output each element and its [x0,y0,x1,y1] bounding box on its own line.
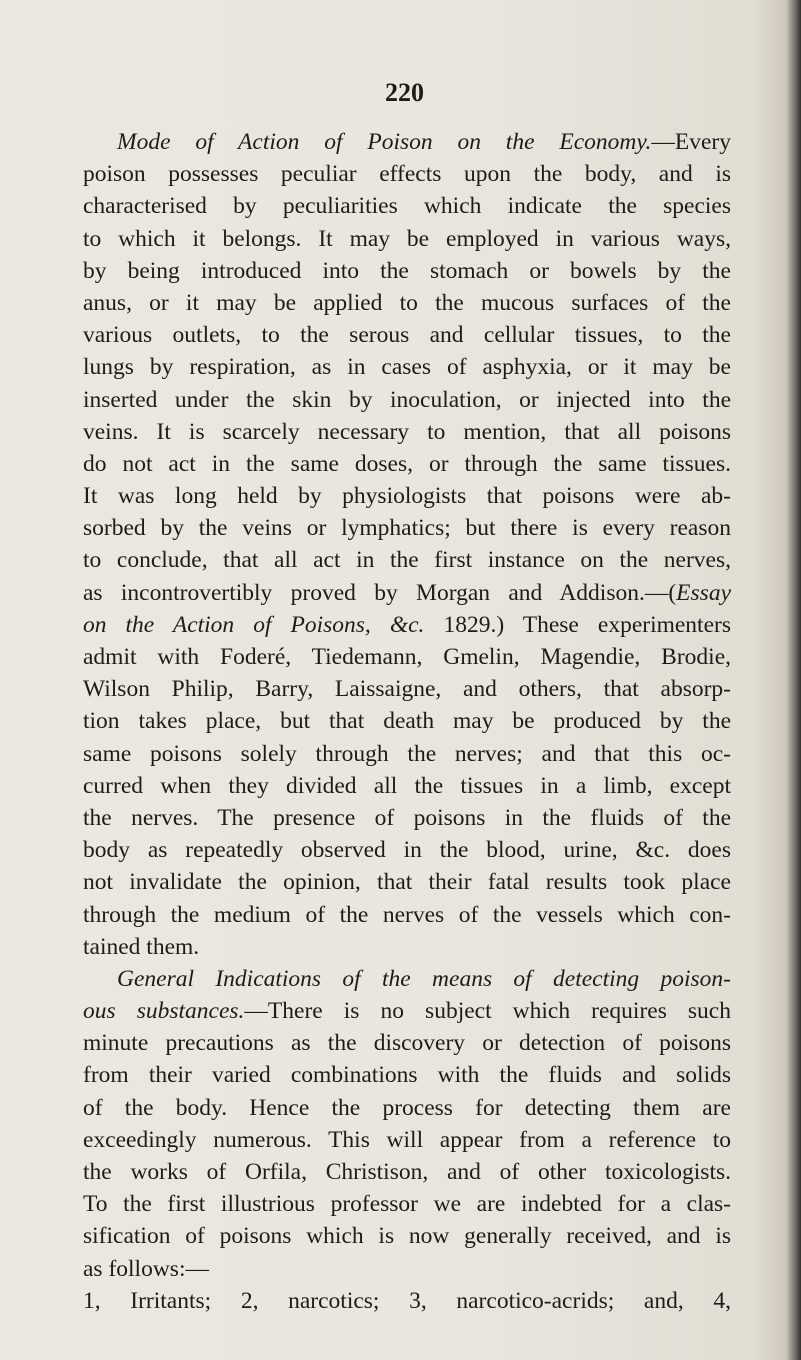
text-line: To the first illustrious professor we are indebted for a clas- [83,1191,731,1218]
text-line: It was long held by physiologists that poisons were ab- [83,483,731,510]
text-line: inserted under the skin by inoculation, or injected into the [83,386,731,413]
text-line: Wilson Philip, Barry, Laissaigne, and others, that absorp- [83,676,731,703]
text-line: by being introduced into the stomach or bowels by the [83,257,731,284]
text-line: curred when they divided all the tissues in a limb, except [83,772,731,799]
text-line: as incontrovertibly proved by Morgan and Addison.—(Essay [83,579,731,606]
text-line: minute precautions as the discovery or detection of poisons [83,1030,731,1057]
text-line: anus, or it may be applied to the mucous surfaces of the [83,289,731,316]
text-line: from their varied combinations with the fluids and solids [83,1062,731,1089]
text-line: exceedingly numerous. This will appear from a reference to [83,1126,731,1153]
text-line: the works of Orfila, Christison, and of other toxicologists. [83,1159,731,1185]
text-line: on the Action of Poisons, &c. 1829.) These experimenters [83,611,731,638]
body-text [83,126,731,1317]
text-line: lungs by respiration, as in cases of asphyxia, or it may be [83,354,731,381]
text-line: not invalidate the opinion, that their fatal results took place [83,869,731,896]
text-line: ous substances.—There is no subject which requires such [83,998,731,1025]
text-line: various outlets, to the serous and cellular tissues, to the [83,322,731,349]
section-heading-general-indications: General Indications of the means of detecting poison- [117,965,731,992]
text-line: characterised by peculiarities which indicate the species [83,193,731,220]
text-line: sification of poisons which is now generally received, and is [83,1223,731,1250]
page-edge-shadow [787,0,801,1360]
section-heading-mode-of-action: Mode of Action of Poison on the Economy. [117,129,652,155]
text-line: body as repeatedly observed in the blood, urine, &c. does [83,837,731,864]
text-line: veins. It is scarcely necessary to mention, that all poisons [83,418,731,445]
text-line: tained them. [83,933,200,960]
text-line: as follows:— [83,1255,209,1282]
text-line: poison possesses peculiar effects upon the body, and is [83,161,731,188]
text-line: tion takes place, but that death may be produced by the [83,708,731,735]
text-line: to which it belongs. It may be employed in various ways, [83,225,731,252]
text-line: Mode of Action of Poison on the Economy.—Every [117,129,731,155]
text-line: to conclude, that all act in the first instance on the nerves, [83,547,731,574]
text-line: 1, Irritants; 2, narcotics; 3, narcotico-acrids; and, 4, [83,1287,731,1314]
text-line: the nerves. The presence of poisons in the fluids of the [83,804,731,831]
text-line: same poisons solely through the nerves; and that this oc- [83,740,731,767]
text-line: do not act in the same doses, or through the same tissues. [83,450,731,477]
text-line: admit with Foderé, Tiedemann, Gmelin, Magendie, Brodie, [83,644,731,670]
text-line: of the body. Hence the process for detecting them are [83,1094,731,1121]
text-line: through the medium of the nerves of the vessels which con- [83,901,731,928]
text-line [83,963,731,995]
page-number: 220 [385,78,424,107]
text-line: sorbed by the veins or lymphatics; but there is every reason [83,515,731,542]
